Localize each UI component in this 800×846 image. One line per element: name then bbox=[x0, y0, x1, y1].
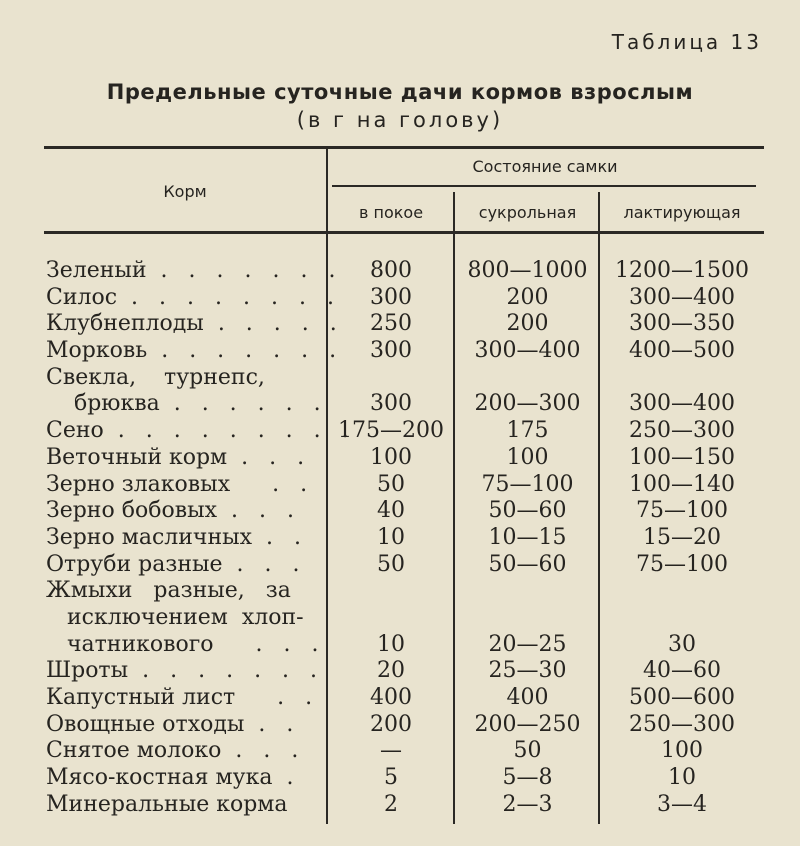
feed-name bbox=[46, 472, 314, 499]
value-resting: 250 bbox=[370, 311, 412, 337]
value-pregnant: 50 bbox=[513, 738, 542, 764]
header-bottom-rule bbox=[44, 231, 764, 234]
feed-name bbox=[46, 258, 343, 285]
feed-name-line: Капустный лист . . bbox=[46, 685, 320, 711]
leader-dots: . . . bbox=[217, 498, 301, 524]
value-resting: 300 bbox=[370, 338, 412, 364]
feed-name bbox=[46, 712, 314, 739]
feed-name-line: Свекла, турнепс, bbox=[46, 364, 265, 390]
feed-name-line: Шроты . . . . . . . bbox=[46, 658, 325, 684]
table-row bbox=[0, 685, 800, 712]
value-pregnant: 75—100 bbox=[481, 471, 574, 497]
value-resting: — bbox=[380, 738, 402, 764]
value-lactating: 3—4 bbox=[657, 791, 707, 817]
value-lactating: 30 bbox=[668, 631, 696, 657]
value-pregnant: 200 bbox=[506, 284, 549, 310]
feed-name bbox=[46, 445, 314, 472]
value-lactating: 400—500 bbox=[629, 338, 735, 364]
value-pregnant: 25—30 bbox=[488, 658, 567, 684]
feed-name-line: Сено . . . . . . . . . bbox=[46, 418, 356, 444]
leader-dots: . . bbox=[252, 524, 309, 550]
feed-name-line: Зерно злаковых . . bbox=[46, 471, 315, 497]
value-pregnant: 10—15 bbox=[488, 524, 567, 550]
feed-name-line: Зерно бобовых . . . bbox=[46, 498, 301, 524]
value-pregnant: 100 bbox=[506, 444, 549, 470]
value-pregnant: 50—60 bbox=[488, 498, 567, 524]
table-subtitle: (в г на голову) bbox=[296, 108, 504, 132]
table-row bbox=[0, 498, 800, 525]
table-row bbox=[0, 738, 800, 765]
value-resting: 800 bbox=[370, 257, 412, 283]
feed-name-line: Овощные отходы . . bbox=[46, 711, 301, 737]
leader-dots: . . . . . . bbox=[159, 391, 328, 417]
value-lactating: 40—60 bbox=[643, 658, 721, 684]
leader-dots: . . . bbox=[227, 444, 312, 470]
table-row bbox=[0, 445, 800, 472]
table-row bbox=[0, 338, 800, 365]
feed-name-line: Снятое молоко . . . bbox=[46, 738, 306, 764]
feed-name bbox=[46, 578, 326, 658]
header-resting: в покое bbox=[358, 203, 424, 222]
feed-name-line: Минеральные корма bbox=[46, 791, 288, 817]
table-row bbox=[0, 311, 800, 338]
value-lactating: 250—300 bbox=[629, 418, 735, 444]
feed-name-line: Жмыхи разные, за bbox=[46, 578, 291, 604]
leader-dots: . . . bbox=[213, 631, 326, 657]
feed-name-line: Зерно масличных . . bbox=[46, 524, 309, 550]
feed-name bbox=[46, 525, 314, 552]
leader-dots: . . . . . . . bbox=[147, 338, 344, 364]
feed-name bbox=[46, 338, 344, 365]
table-number: Таблица 13 bbox=[611, 30, 762, 54]
table-row bbox=[0, 578, 800, 658]
leader-dots: . bbox=[272, 765, 301, 791]
leader-dots: . . . bbox=[222, 551, 307, 577]
leader-dots: . . . . . bbox=[203, 311, 344, 337]
header-female-state: Состояние самки bbox=[472, 157, 618, 176]
table-row bbox=[0, 365, 800, 418]
value-resting: 5 bbox=[384, 765, 398, 791]
feed-name bbox=[46, 658, 325, 685]
value-lactating: 500—600 bbox=[629, 685, 735, 711]
value-pregnant: 20—25 bbox=[488, 631, 567, 657]
header-pregnant: сукрольная bbox=[478, 203, 577, 222]
feed-name bbox=[46, 284, 341, 312]
value-pregnant: 200—300 bbox=[474, 391, 581, 417]
value-lactating: 100—150 bbox=[629, 444, 735, 470]
value-lactating: 75—100 bbox=[636, 551, 728, 577]
feed-name bbox=[46, 552, 314, 579]
table-row bbox=[0, 418, 800, 445]
value-resting: 100 bbox=[370, 444, 412, 470]
leader-dots: . . . . . . . bbox=[146, 258, 343, 283]
leader-dots: . . . . . . . . bbox=[117, 284, 341, 310]
feed-name bbox=[46, 765, 314, 792]
value-pregnant: 400 bbox=[506, 685, 549, 711]
value-resting: 400 bbox=[370, 685, 412, 711]
value-lactating: 1200—1500 bbox=[615, 257, 749, 283]
value-lactating: 100—140 bbox=[629, 471, 735, 497]
value-resting: 200 bbox=[370, 711, 412, 737]
value-lactating: 15—20 bbox=[643, 524, 721, 550]
value-pregnant: 2—3 bbox=[502, 791, 553, 817]
table-row bbox=[0, 258, 800, 285]
feed-name-line: Зеленый . . . . . . . bbox=[46, 258, 343, 283]
feed-name-line: Силос . . . . . . . . bbox=[46, 284, 341, 310]
value-resting: 300 bbox=[370, 284, 412, 310]
leader-dots: . . . . . . . bbox=[128, 658, 325, 684]
value-lactating: 300—350 bbox=[629, 311, 735, 337]
value-resting: 10 bbox=[377, 631, 405, 657]
value-resting: 20 bbox=[377, 658, 405, 684]
value-pregnant: 200 bbox=[506, 311, 549, 337]
top-rule bbox=[44, 146, 764, 149]
table-title: Предельные суточные дачи кормов взрослым bbox=[106, 80, 694, 104]
value-resting: 40 bbox=[377, 498, 405, 524]
value-lactating: 300—400 bbox=[629, 391, 735, 417]
table-row bbox=[0, 525, 800, 552]
header-feed: Корм bbox=[163, 182, 207, 201]
leader-dots: . . . . . . . . . bbox=[103, 418, 356, 444]
feed-name bbox=[46, 685, 320, 712]
value-lactating: 250—300 bbox=[629, 711, 735, 737]
feed-name-line: чатникового . . . bbox=[46, 631, 326, 657]
feed-name-line: Клубнеплоды . . . . . bbox=[46, 311, 344, 337]
group-rule bbox=[332, 185, 756, 187]
value-resting: 300 bbox=[370, 391, 412, 417]
value-lactating: 100 bbox=[661, 738, 703, 764]
value-pregnant: 50—60 bbox=[488, 551, 567, 577]
feed-name-line: Мясо-костная мука . bbox=[46, 765, 301, 791]
table-body bbox=[0, 258, 800, 818]
feed-name bbox=[46, 738, 314, 765]
value-pregnant: 175 bbox=[506, 418, 549, 444]
feed-name-line: Веточный корм . . . bbox=[46, 444, 312, 470]
feed-name bbox=[46, 498, 314, 525]
value-resting: 50 bbox=[377, 471, 405, 497]
value-pregnant: 300—400 bbox=[474, 338, 581, 364]
table-row bbox=[0, 658, 800, 685]
table-row bbox=[0, 712, 800, 739]
value-lactating: 10 bbox=[668, 765, 696, 791]
table-row bbox=[0, 765, 800, 792]
feed-name-line: исключением хлоп- bbox=[46, 604, 304, 630]
value-lactating: 75—100 bbox=[636, 498, 728, 524]
table-row bbox=[0, 472, 800, 499]
value-resting: 50 bbox=[377, 551, 405, 577]
feed-name-line: Морковь . . . . . . . bbox=[46, 338, 344, 364]
table-row bbox=[0, 285, 800, 312]
feed-name bbox=[46, 364, 328, 418]
feed-name bbox=[46, 311, 344, 338]
value-resting: 2 bbox=[384, 791, 398, 817]
value-lactating: 300—400 bbox=[629, 284, 735, 310]
leader-dots: . . bbox=[230, 471, 315, 497]
leader-dots: . . . bbox=[221, 738, 306, 764]
feed-name-line: Отруби разные . . . bbox=[46, 551, 307, 577]
table-row bbox=[0, 792, 800, 819]
value-resting: 175—200 bbox=[338, 418, 444, 444]
header-lactating: лактирующая bbox=[623, 203, 741, 222]
feed-name-line: брюква . . . . . . bbox=[46, 391, 328, 417]
feed-name bbox=[46, 418, 356, 445]
value-resting: 10 bbox=[377, 524, 405, 550]
table-row bbox=[0, 552, 800, 579]
value-pregnant: 800—1000 bbox=[467, 257, 588, 283]
value-pregnant: 200—250 bbox=[474, 711, 581, 737]
value-pregnant: 5—8 bbox=[502, 765, 553, 791]
feed-name bbox=[46, 792, 314, 819]
leader-dots: . . bbox=[235, 685, 320, 711]
leader-dots: . . bbox=[244, 711, 301, 737]
